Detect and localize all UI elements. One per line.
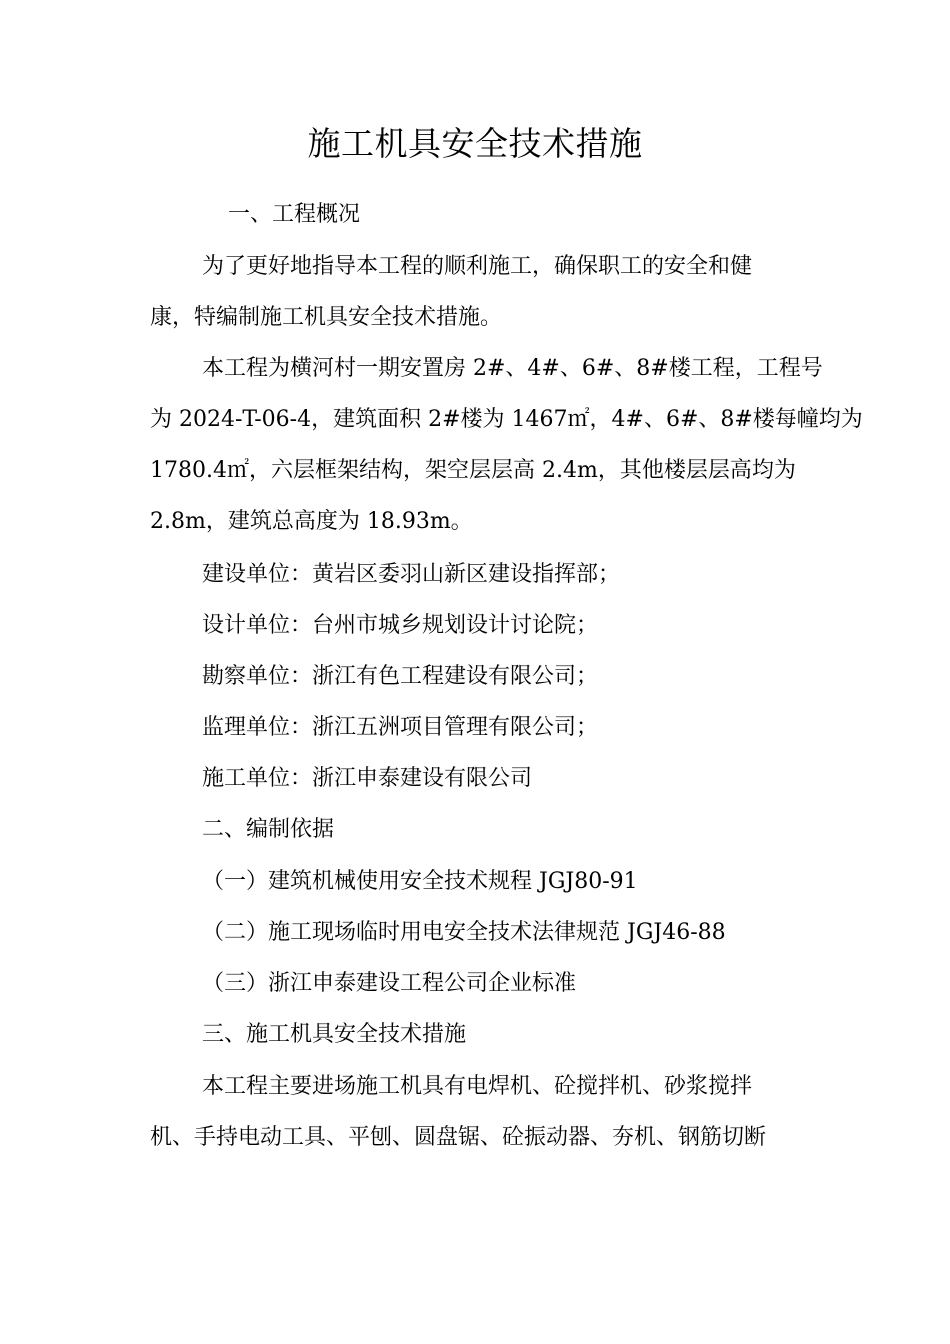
project-paragraph-line-1: 本工程为横河村一期安置房 2#、4#、6#、8#楼工程，工程号	[202, 356, 823, 381]
unit-line-builder: 施工单位：浙江申泰建设有限公司	[202, 766, 533, 791]
project-paragraph-line-4: 2.8m，建筑总高度为 18.93m。	[150, 509, 473, 534]
unit-line-survey: 勘察单位：浙江有色工程建设有限公司；	[202, 664, 599, 689]
basis-item-1: （一）建筑机械使用安全技术规程 JGJ80-91	[202, 869, 638, 894]
intro-paragraph-line-1: 为了更好地指导本工程的顺利施工，确保职工的安全和健	[202, 254, 753, 279]
intro-paragraph-line-2: 康，特编制施工机具安全技术措施。	[150, 305, 503, 330]
unit-line-design: 设计单位：台州市城乡规划设计讨论院；	[202, 613, 599, 638]
document-title: 施工机具安全技术措施	[307, 124, 643, 163]
unit-line-construction: 建设单位：黄岩区委羽山新区建设指挥部；	[202, 562, 621, 587]
section-heading-overview: 一、工程概况	[228, 202, 361, 227]
basis-item-3: （三）浙江申泰建设工程公司企业标准	[202, 971, 577, 996]
machines-paragraph-line-2: 机、手持电动工具、平刨、圆盘锯、砼振动器、夯机、钢筋切断	[150, 1125, 767, 1150]
basis-item-2: （二）施工现场临时用电安全技术法律规范 JGJ46-88	[202, 920, 726, 945]
section-heading-basis: 二、编制依据	[202, 817, 335, 842]
project-paragraph-line-2: 为 2024-T-06-4，建筑面积 2#楼为 1467㎡，4#、6#、8#楼每幢均为	[150, 407, 863, 432]
section-heading-measures: 三、施工机具安全技术措施	[202, 1022, 467, 1047]
unit-line-supervision: 监理单位：浙江五洲项目管理有限公司；	[202, 715, 599, 740]
project-paragraph-line-3: 1780.4㎡，六层框架结构，架空层层高 2.4m，其他楼层层高均为	[150, 458, 796, 483]
machines-paragraph-line-1: 本工程主要进场施工机具有电焊机、砼搅拌机、砂浆搅拌	[202, 1074, 753, 1099]
